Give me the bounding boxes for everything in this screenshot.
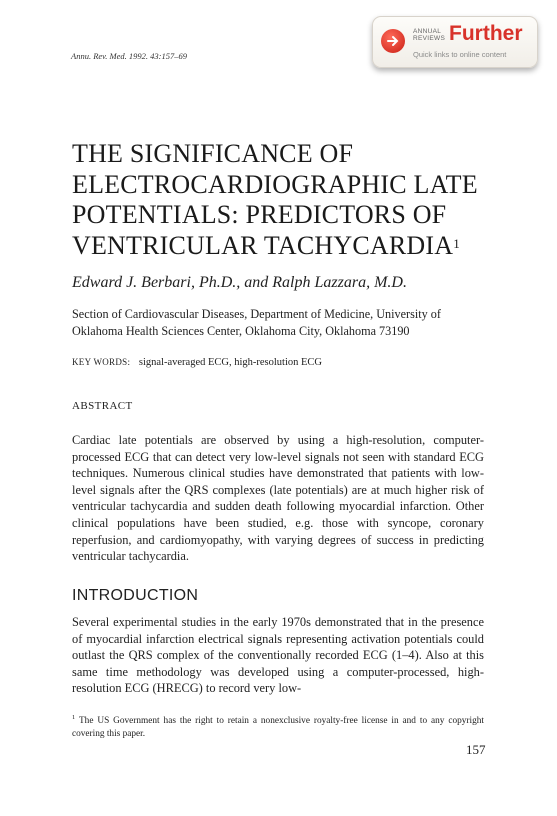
authors: Edward J. Berbari, Ph.D., and Ralph Lazzara, M.D.: [72, 274, 407, 291]
introduction-heading: INTRODUCTION: [72, 587, 199, 604]
article-title: THE SIGNIFICANCE OF ELECTROCARDIOGRAPHIC LATE POTENTIALS: PREDICTORS OF VENTRICULAR TACHYCARDIA$^1$: [72, 139, 478, 260]
footnote: $^1$ The US Government has the right to retain a nonexclusive royalty-free license in and to any copyright covering this paper.: [72, 714, 484, 740]
further-label: Further: [449, 22, 523, 45]
page-number: 157: [466, 742, 486, 757]
keywords-list: signal-averaged ECG, high-resolution ECG: [138, 357, 323, 368]
journal-citation: Annu. Rev. Med. 1992. 43:157–69: [71, 51, 187, 61]
affiliation: Section of Cardiovascular Diseases, Department of Medicine, University of Oklahoma Health Sciences Center, Oklahoma City, Oklahoma 73190: [72, 307, 441, 338]
keywords: [72, 357, 322, 368]
introduction-text: Several experimental studies in the early 1970s demonstrated that in the presence of myocardial infarction electrical signals representing activation potentials could outlast the QRS complex of the conventionally recorded ECG (1–4). Also at this same time methodology was developed using a computer-processed, high-resolution ECG (HRECG) to record very low-: [72, 615, 484, 696]
quick-links-label: Quick links to online content: [413, 50, 507, 59]
footnote-mark: 1: [72, 714, 76, 721]
arrow-circle-icon: [381, 29, 405, 53]
abstract-heading: ABSTRACT: [72, 400, 133, 412]
further-reviews-badge[interactable]: [372, 16, 538, 68]
annual-reviews-logo: ANNUAL REVIEWS: [413, 28, 446, 42]
keywords-label: KEY WORDS:: [72, 357, 131, 367]
title-footnote-mark: 1: [453, 235, 460, 251]
abstract-text: Cardiac late potentials are observed by using a high-resolution, computer-processed ECG that can detect very low-level signals not seen with standard ECG techniques. Numerous clinical studies have demonstrated that patients with low-level signals after the QRS complexes (late potentials) are at much higher risk of ventricular tachycardia and sudden death following myocardial infarction. Other clinical populations have been studied, e.g. those with syncope, coronary reperfusion, and cardiomyopathy, with varying degrees of success in predicting ventricular tachycardia.: [72, 433, 484, 564]
